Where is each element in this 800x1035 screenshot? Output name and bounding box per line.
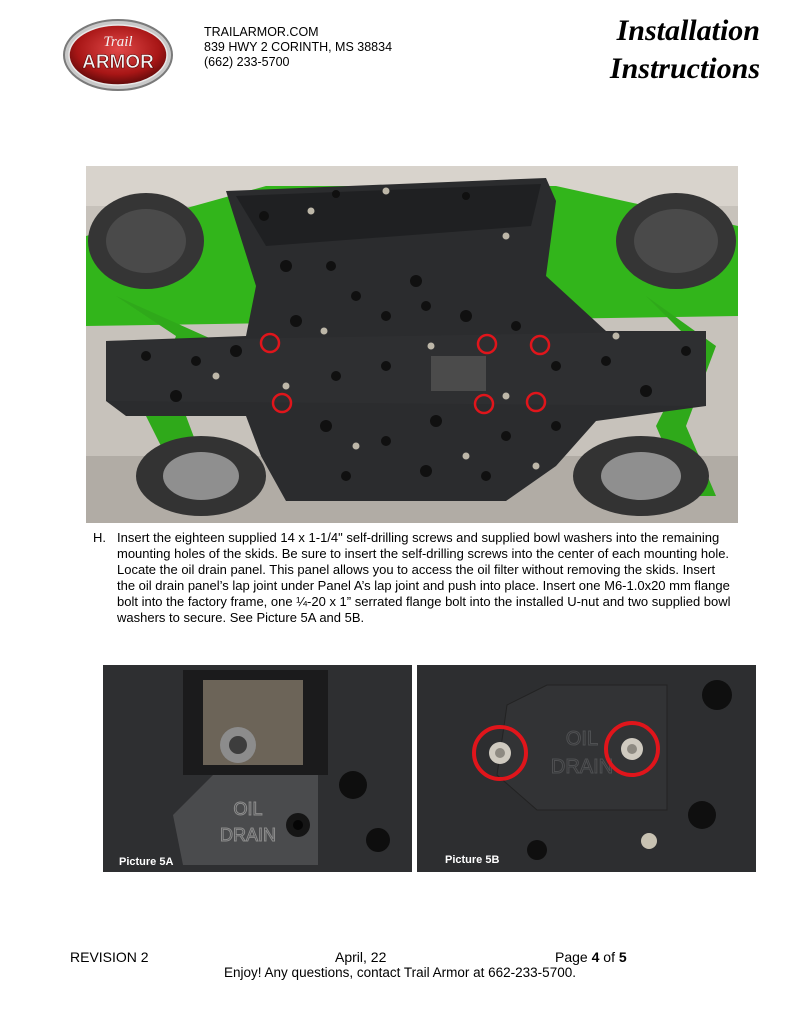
picture-5b-caption: Picture 5B	[445, 854, 500, 866]
step-letter: H.	[93, 530, 106, 545]
company-address: 839 HWY 2 CORINTH, MS 38834	[204, 40, 393, 54]
trail-armor-logo	[62, 18, 174, 92]
svg-text:OIL: OIL	[233, 799, 263, 819]
tire-rear-left	[136, 436, 266, 516]
title-line-1: Installation	[616, 14, 760, 47]
picture-5a-caption: Picture 5A	[119, 856, 174, 868]
step-text: Insert the eighteen supplied 14 x 1-1/4" self-drilling screws and supplied bowl washers into the remaining mounting holes of the skids. Be sure to insert the self-drilling screws into the center of each mounting hole. Locate the oil drain panel. This panel allows you to access the oil filter without removing the skids. Insert the oil drain panel’s lap joint under Panel A’s lap joint and push into place. Insert one M6-1.0x20 mm flange bolt into the factory frame, one ¼-20 x 1” serrated flange bolt into the installed U-nut and two supplied bowl washers to secure. See Picture 5A and 5B.	[117, 530, 731, 625]
svg-text:ARMOR: ARMOR	[82, 52, 154, 73]
svg-text:DRAIN: DRAIN	[219, 825, 277, 845]
company-phone: (662) 233-5700	[204, 55, 290, 69]
company-url: TRAILARMOR.COM	[204, 25, 319, 39]
page-number: Page 4 of 5	[555, 949, 627, 965]
title-line-2: Instructions	[609, 52, 760, 85]
picture-5a	[103, 665, 412, 872]
company-info	[204, 25, 392, 70]
document-title	[610, 12, 760, 88]
tire-rear-right	[573, 436, 709, 516]
tire-front-right	[616, 193, 736, 289]
step-h	[93, 530, 733, 626]
svg-text:Trail: Trail	[103, 34, 133, 50]
revision-date: April, 22	[335, 949, 387, 965]
skid-plate-photo	[86, 166, 738, 523]
svg-text:DRAIN: DRAIN	[550, 756, 614, 778]
footer-contact: Enjoy! Any questions, contact Trail Armor at 662-233-5700.	[224, 965, 576, 980]
picture-5b	[417, 665, 756, 872]
svg-text:OIL: OIL	[565, 728, 599, 750]
revision: REVISION 2	[70, 949, 149, 965]
tire-front-left	[88, 193, 204, 289]
